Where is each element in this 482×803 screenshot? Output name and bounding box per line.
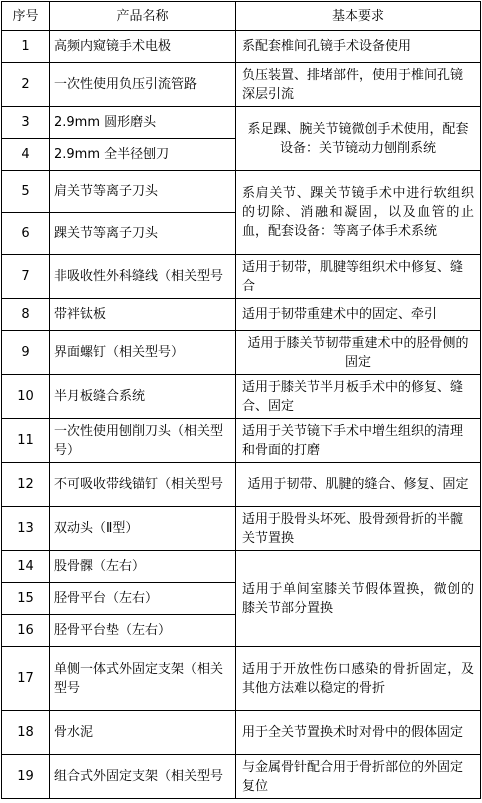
requirement: 与金属骨针配合用于骨折部位的外固定复位 xyxy=(236,755,481,799)
product-requirements-table xyxy=(1,1,481,799)
header-no: 序号 xyxy=(2,2,50,31)
row-number: 7 xyxy=(2,255,50,299)
product-name: 胫骨平台（左右） xyxy=(50,583,236,615)
requirement: 适用于股骨头坏死、股骨颈骨折的半髋关节置换 xyxy=(236,507,481,551)
table-row xyxy=(2,551,481,583)
product-name: 2.9mm 全半径刨刀 xyxy=(50,139,236,171)
requirement: 适用于膝关节半月板手术中的修复、缝合、固定 xyxy=(236,375,481,419)
requirement: 适用于韧带、肌腱的缝合、修复、固定 xyxy=(236,463,481,507)
table-row xyxy=(2,419,481,463)
row-number: 3 xyxy=(2,107,50,139)
row-number: 19 xyxy=(2,755,50,799)
row-number: 15 xyxy=(2,583,50,615)
table-row xyxy=(2,711,481,755)
product-name: 半月板缝合系统 xyxy=(50,375,236,419)
product-name: 肩关节等离子刀头 xyxy=(50,171,236,213)
header-row xyxy=(2,2,481,31)
table-row xyxy=(2,755,481,799)
product-name: 组合式外固定支架（相关型号 xyxy=(50,755,236,799)
row-number: 12 xyxy=(2,463,50,507)
product-name: 不可吸收带线锚钉（相关型号 xyxy=(50,463,236,507)
requirement: 适用于单间室膝关节假体置换，微创的膝关节部分置换 xyxy=(236,551,481,647)
requirement: 适用于开放性伤口感染的骨折固定，及其他方法难以稳定的骨折 xyxy=(236,647,481,711)
product-name: 单侧一体式外固定支架（相关型号 xyxy=(50,647,236,711)
product-name: 股骨髁（左右） xyxy=(50,551,236,583)
table-row xyxy=(2,31,481,63)
row-number: 16 xyxy=(2,615,50,647)
row-number: 9 xyxy=(2,331,50,375)
table-row xyxy=(2,107,481,139)
table-row xyxy=(2,507,481,551)
row-number: 10 xyxy=(2,375,50,419)
table-row xyxy=(2,63,481,107)
table-row xyxy=(2,331,481,375)
row-number: 2 xyxy=(2,63,50,107)
row-number: 8 xyxy=(2,299,50,331)
requirement: 系足踝、腕关节镜微创手术使用，配套设备：关节镜动力刨削系统 xyxy=(236,107,481,171)
row-number: 17 xyxy=(2,647,50,711)
product-name: 界面螺钉（相关型号） xyxy=(50,331,236,375)
row-number: 5 xyxy=(2,171,50,213)
row-number: 18 xyxy=(2,711,50,755)
product-name: 2.9mm 圆形磨头 xyxy=(50,107,236,139)
product-name: 带袢钛板 xyxy=(50,299,236,331)
requirement: 用于全关节置换术时对骨中的假体固定 xyxy=(236,711,481,755)
product-name: 非吸收性外科缝线（相关型号 xyxy=(50,255,236,299)
requirement: 适用于关节镜下手术中增生组织的清理和骨面的打磨 xyxy=(236,419,481,463)
table-row xyxy=(2,647,481,711)
table-row xyxy=(2,171,481,213)
requirement: 适用于韧带重建术中的固定、牵引 xyxy=(236,299,481,331)
product-name: 一次性使用刨削刀头（相关型号） xyxy=(50,419,236,463)
row-number: 6 xyxy=(2,213,50,255)
requirement: 适用于韧带，肌腱等组织术中修复、缝合 xyxy=(236,255,481,299)
table-row xyxy=(2,299,481,331)
requirement: 负压装置、排堵部件，使用于椎间孔镜深层引流 xyxy=(236,63,481,107)
product-name: 一次性使用负压引流管路 xyxy=(50,63,236,107)
row-number: 11 xyxy=(2,419,50,463)
product-name: 胫骨平台垫（左右） xyxy=(50,615,236,647)
requirement: 系配套椎间孔镜手术设备使用 xyxy=(236,31,481,63)
requirement: 系肩关节、踝关节镜手术中进行软组织的切除、消融和凝固，以及血管的止血，配套设备：等离子体手术系统 xyxy=(236,171,481,255)
table-row xyxy=(2,255,481,299)
table-row xyxy=(2,375,481,419)
header-product-name: 产品名称 xyxy=(50,2,236,31)
row-number: 1 xyxy=(2,31,50,63)
product-name: 高频内窥镜手术电极 xyxy=(50,31,236,63)
product-name: 骨水泥 xyxy=(50,711,236,755)
row-number: 14 xyxy=(2,551,50,583)
requirement: 适用于膝关节韧带重建术中的胫骨侧的固定 xyxy=(236,331,481,375)
product-name: 踝关节等离子刀头 xyxy=(50,213,236,255)
product-name: 双动头（Ⅱ型） xyxy=(50,507,236,551)
row-number: 4 xyxy=(2,139,50,171)
table-row xyxy=(2,463,481,507)
header-requirement: 基本要求 xyxy=(236,2,481,31)
row-number: 13 xyxy=(2,507,50,551)
